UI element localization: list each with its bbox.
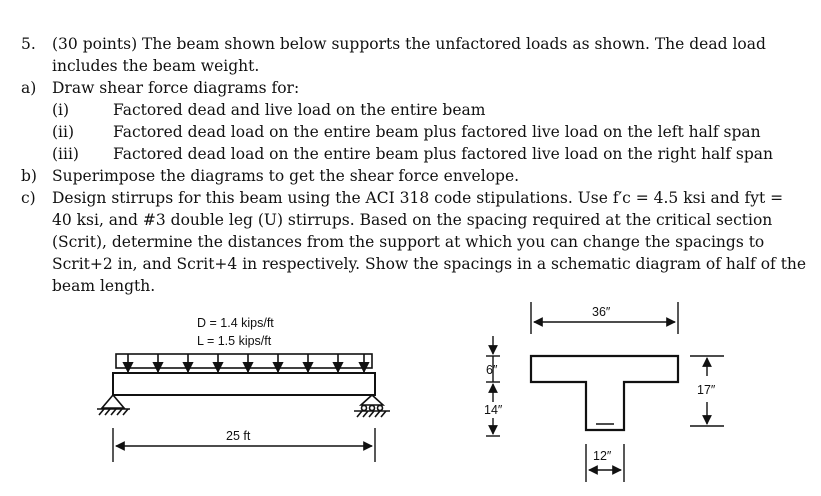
part-c-line-5: beam length.: [52, 277, 156, 295]
part-c-label: c): [21, 189, 36, 207]
part-a-item-2-num: (ii): [52, 123, 75, 141]
right-support: [354, 395, 390, 417]
left-depth-dimension: [486, 336, 500, 436]
span-label: 25 ft: [226, 429, 251, 443]
distributed-load: [116, 354, 372, 372]
part-c-line-1: Design stirrups for this beam using the ACI 318 code stipulations. Use f′c = 4.5 ksi and fyt =: [52, 189, 784, 207]
overall-height-label: 17″: [697, 383, 716, 397]
left-support: [97, 395, 130, 415]
t-section-outline: [531, 356, 678, 430]
live-load-label: L = 1.5 kips/ft: [197, 334, 272, 348]
part-c-line-3: (Scrit), determine the distances from the support at which you can change the spacings to: [52, 233, 765, 251]
intro-line-1: (30 points) The beam shown below supports the unfactored loads as shown. The dead load: [52, 35, 766, 53]
flange-thickness-label: 6″: [486, 363, 498, 377]
web-width-label: 12″: [593, 449, 612, 463]
web-depth-label: 14″: [484, 403, 503, 417]
part-a-item-1-num: (i): [52, 101, 70, 119]
beam: [113, 373, 375, 395]
part-b-label: b): [21, 167, 37, 185]
dead-load-label: D = 1.4 kips/ft: [197, 316, 274, 330]
part-a-item-3-text: Factored dead load on the entire beam plus factored live load on the right half span: [113, 145, 774, 163]
part-c-line-2: 40 ksi, and #3 double leg (U) stirrups. Based on the spacing required at the critical section: [52, 211, 773, 229]
part-a-text: Draw shear force diagrams for:: [52, 79, 300, 97]
intro-line-2: includes the beam weight.: [52, 57, 260, 75]
part-a-item-1-text: Factored dead and live load on the entire beam: [113, 101, 486, 119]
t-section-figure: [484, 302, 724, 482]
part-a-item-3-num: (iii): [52, 145, 79, 163]
flange-width-label: 36″: [592, 305, 611, 319]
part-b-text: Superimpose the diagrams to get the shear force envelope.: [52, 167, 520, 185]
part-a-label: a): [21, 79, 37, 97]
beam-figure: [97, 316, 390, 462]
problem-number: 5.: [21, 35, 36, 53]
part-a-item-2-text: Factored dead load on the entire beam plus factored live load on the left half span: [113, 123, 761, 141]
part-c-line-4: Scrit+2 in, and Scrit+4 in respectively. Show the spacings in a schematic diagram of half of the: [52, 255, 807, 273]
